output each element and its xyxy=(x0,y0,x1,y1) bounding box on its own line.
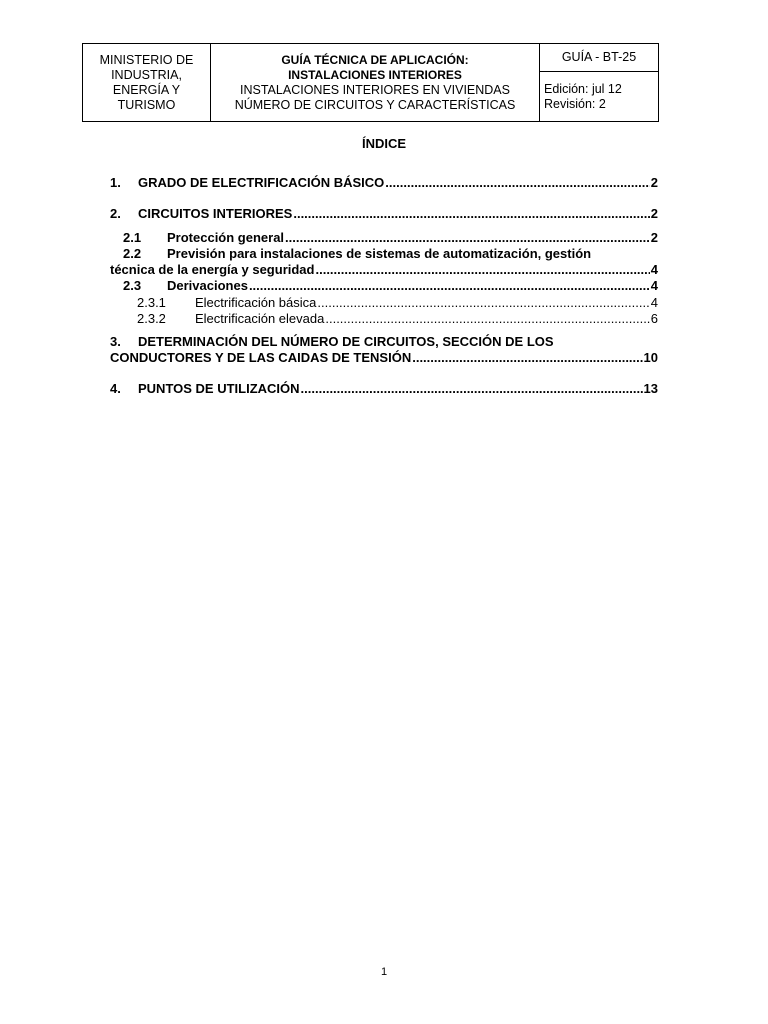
ministry-cell xyxy=(83,44,211,122)
toc-entry-label: CIRCUITOS INTERIORES xyxy=(138,206,293,221)
toc-entry-2[interactable] xyxy=(110,206,658,222)
toc-entry-page: 2 xyxy=(650,206,658,221)
title-cell xyxy=(211,44,540,122)
toc-entry-3[interactable] xyxy=(110,350,658,366)
toc-leader-dots xyxy=(285,230,650,246)
toc-entry-label: Electrificación básica xyxy=(195,295,317,310)
guide-topic-line: NÚMERO DE CIRCUITOS Y CARACTERÍSTICAS xyxy=(234,97,516,112)
toc-entry-page: 2 xyxy=(650,230,658,245)
edition-date: Edición: jul 12 xyxy=(544,81,622,96)
toc-entry-label: PUNTOS DE UTILIZACIÓN xyxy=(138,381,300,396)
toc-entry-number: 2.3.2 xyxy=(137,311,166,326)
toc-entry-page: 13 xyxy=(643,381,658,396)
toc-entry-4[interactable] xyxy=(110,381,658,397)
toc-entry-label: DETERMINACIÓN DEL NÚMERO DE CIRCUITOS, SECCIÓN DE LOS xyxy=(138,334,554,349)
toc-leader-dots xyxy=(301,381,643,397)
ministry-line: MINISTERIO DE xyxy=(99,52,194,67)
toc-entry-2-2[interactable] xyxy=(110,262,658,278)
toc-entry-page: 6 xyxy=(650,311,658,326)
toc-entry-label: GRADO DE ELECTRIFICACIÓN BÁSICO xyxy=(138,175,385,190)
toc-entry-2-2-first-line[interactable] xyxy=(123,246,591,262)
toc-leader-dots xyxy=(293,206,649,222)
guide-code: GUÍA - BT-25 xyxy=(540,44,659,72)
toc-entry-label: Electrificación elevada xyxy=(195,311,325,326)
toc-entry-label-continued: CONDUCTORES Y DE LAS CAIDAS DE TENSIÓN xyxy=(110,350,412,365)
edition-cell xyxy=(540,72,659,122)
toc-entry-2-3-1[interactable] xyxy=(137,295,658,311)
toc-entry-2-3-2[interactable] xyxy=(137,311,658,327)
guide-topic-line: INSTALACIONES INTERIORES EN VIVIENDAS xyxy=(240,82,510,97)
toc-entry-page: 4 xyxy=(650,295,658,310)
toc-entry-page: 4 xyxy=(650,278,658,293)
revision-number: Revisión: 2 xyxy=(544,96,606,111)
toc-entry-number: 2.1 xyxy=(123,230,142,245)
toc-entry-page: 4 xyxy=(650,262,658,277)
guide-subtitle: INSTALACIONES INTERIORES xyxy=(288,67,462,82)
ministry-line: ENERGÍA Y xyxy=(112,82,181,97)
page-number: 1 xyxy=(380,966,388,978)
toc-entry-number: 4. xyxy=(110,381,121,396)
toc-title: ÍNDICE xyxy=(361,136,407,151)
toc-entry-page: 10 xyxy=(643,350,658,365)
toc-entry-2-1[interactable] xyxy=(123,230,658,246)
toc-entry-page: 2 xyxy=(650,175,658,190)
document-header xyxy=(82,43,659,122)
toc-leader-dots xyxy=(412,350,642,366)
toc-leader-dots xyxy=(317,295,649,311)
toc-entry-number: 2. xyxy=(110,206,121,221)
ministry-line: TURISMO xyxy=(117,97,176,112)
guide-title: GUÍA TÉCNICA DE APLICACIÓN: xyxy=(281,52,469,67)
toc-entry-number: 3. xyxy=(110,334,121,349)
toc-entry-label: Derivaciones xyxy=(167,278,248,293)
toc-entry-number: 2.3 xyxy=(123,278,142,293)
toc-entry-3-first-line[interactable] xyxy=(110,334,554,350)
toc-entry-number: 2.2 xyxy=(123,246,142,261)
toc-entry-label: Protección general xyxy=(167,230,285,245)
toc-entry-label: Previsión para instalaciones de sistemas de automatización, gestión xyxy=(167,246,592,261)
toc-leader-dots xyxy=(325,311,649,327)
toc-leader-dots xyxy=(385,175,649,191)
toc-entry-label-continued: técnica de la energía y seguridad xyxy=(110,262,315,277)
toc-entry-1[interactable] xyxy=(110,175,658,191)
toc-entry-2-3[interactable] xyxy=(123,278,658,294)
toc-leader-dots xyxy=(315,262,649,278)
ministry-line: INDUSTRIA, xyxy=(111,67,182,82)
toc-leader-dots xyxy=(249,278,650,294)
toc-entry-number: 1. xyxy=(110,175,121,190)
toc-entry-number: 2.3.1 xyxy=(137,295,166,310)
